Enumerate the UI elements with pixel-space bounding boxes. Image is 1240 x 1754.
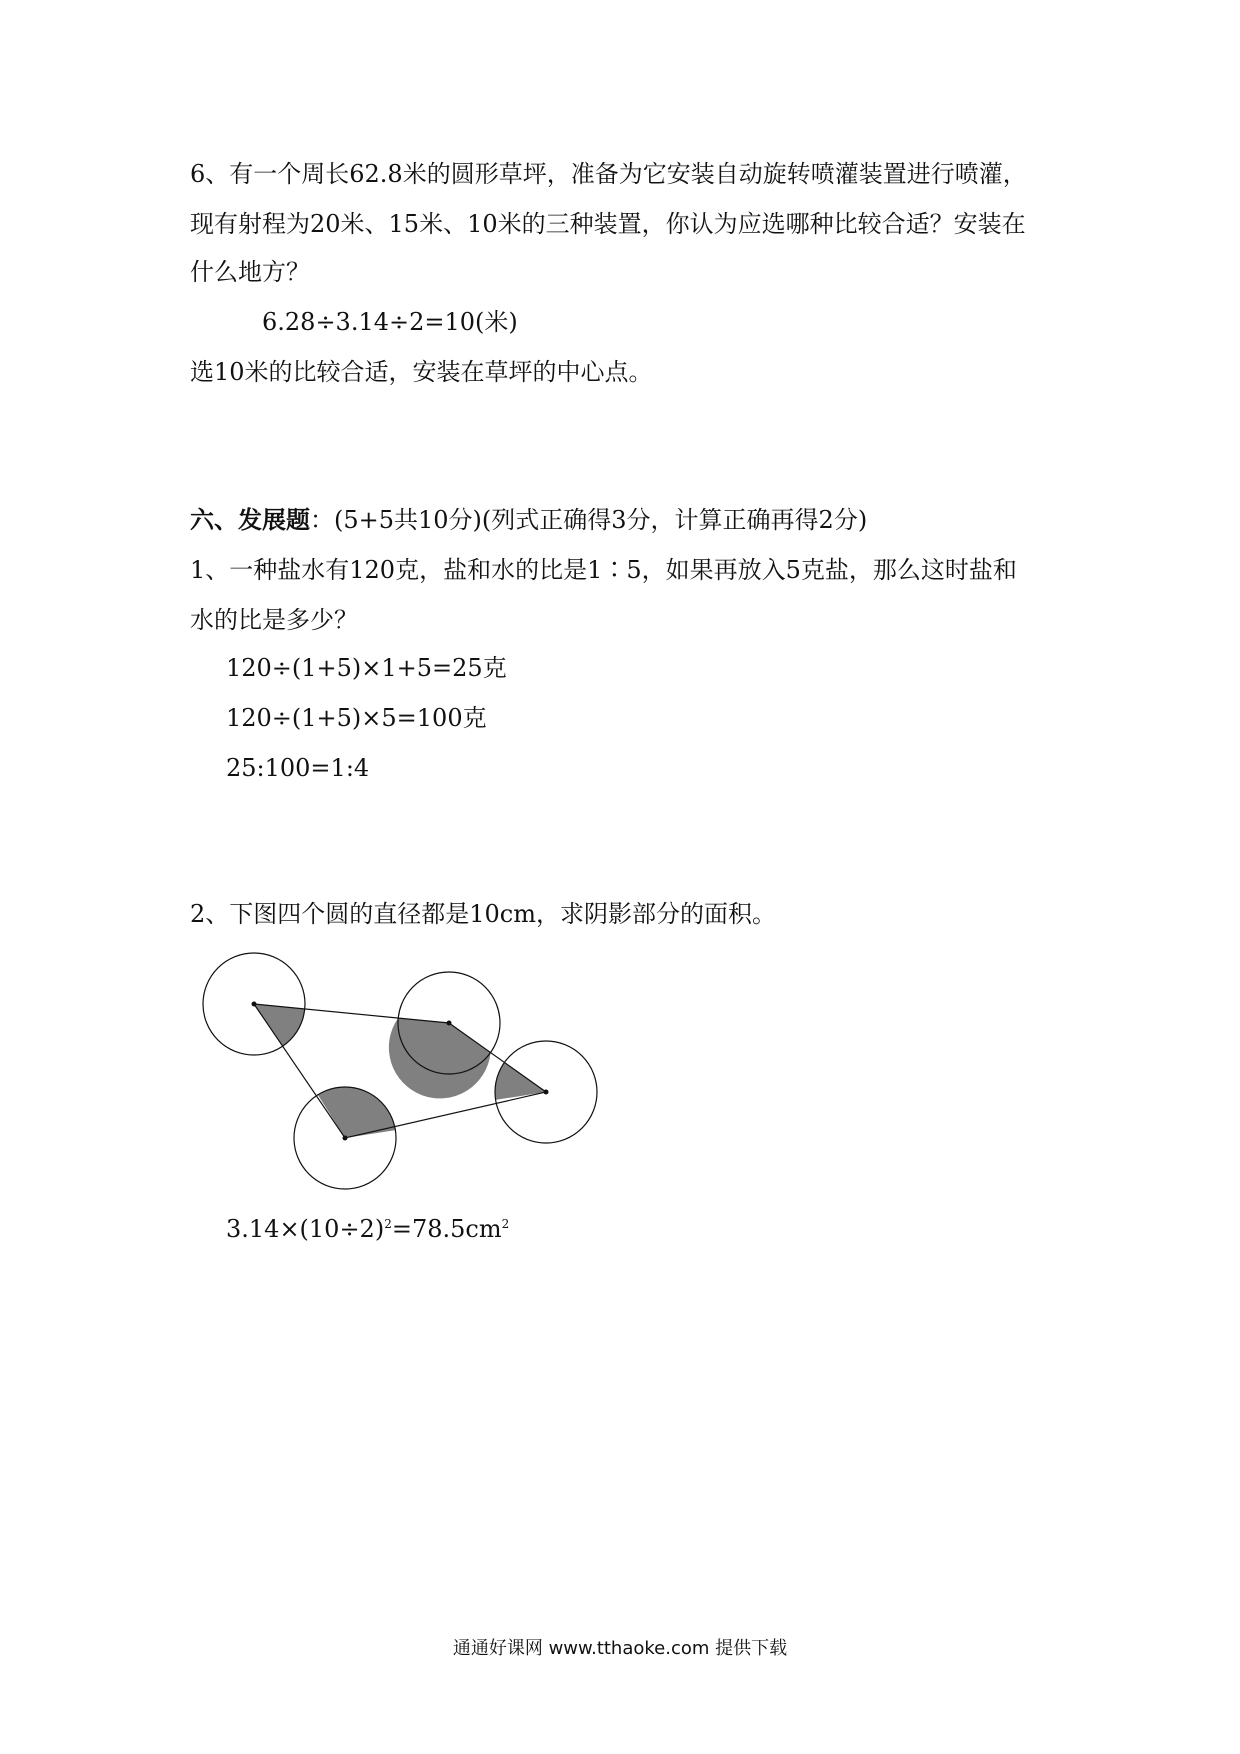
p2-question: 2、下图四个圆的直径都是10cm，求阴影部分的面积。 — [190, 900, 777, 928]
q6-answer-calc: 6.28÷3.14÷2=10(米) — [262, 308, 518, 336]
center-point-b — [447, 1021, 452, 1026]
q6-answer-text: 选10米的比较合适，安装在草坪的中心点。 — [190, 358, 653, 386]
p1-calc-3: 25:100=1:4 — [226, 754, 370, 782]
four-circles-figure — [190, 940, 610, 1200]
footer-text: 通通好课网 www.tthaoke.com 提供下载 — [452, 1638, 788, 1659]
q6-line-2: 现有射程为20米、15米、10米的三种装置，你认为应选哪种比较合适？安装在 — [190, 210, 1026, 238]
p1-line-1: 1、一种盐水有120克，盐和水的比是1∶5，如果再放入5克盐，那么这时盐和 — [190, 556, 1017, 584]
p2-answer — [226, 1208, 509, 1245]
center-point-a — [252, 1002, 257, 1007]
q6-line-3: 什么地方？ — [190, 258, 310, 286]
shaded-sector-b — [389, 1018, 491, 1098]
center-point-c — [544, 1090, 549, 1095]
p1-calc-2: 120÷(1+5)×5=100克 — [226, 704, 487, 732]
center-point-d — [343, 1136, 348, 1141]
shaded-sector-d — [318, 1087, 396, 1138]
p2-answer-exponent-1: 2 — [384, 1217, 392, 1231]
p2-answer-mid: =78.5cm — [391, 1215, 502, 1243]
section-6-heading-bold: 六、发展题 — [190, 506, 310, 534]
section-6-heading — [190, 504, 867, 536]
section-6-heading-rest: ：(5+5共10分)(列式正确得3分，计算正确再得2分) — [310, 506, 868, 534]
p2-answer-exponent-2: 2 — [501, 1217, 510, 1231]
p1-calc-1: 120÷(1+5)×1+5=25克 — [226, 654, 507, 682]
p2-answer-prefix: 3.14×(10÷2) — [226, 1215, 385, 1243]
q6-line-1: 6、有一个周长62.8米的圆形草坪，准备为它安装自动旋转喷灌装置进行喷灌， — [190, 160, 1027, 188]
p1-line-2: 水的比是多少？ — [190, 606, 358, 634]
shaded-sector-a — [254, 1004, 305, 1046]
